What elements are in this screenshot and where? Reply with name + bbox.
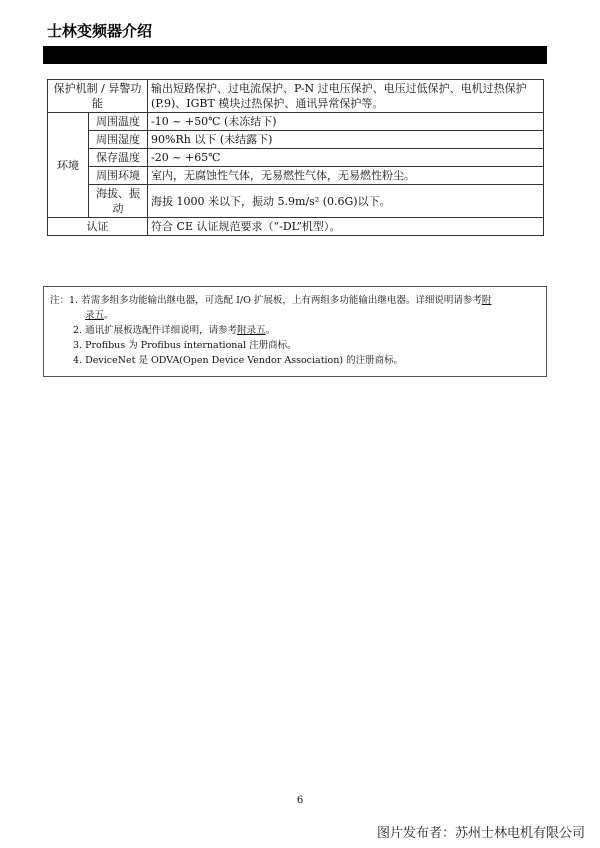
note-number: 3.	[73, 340, 83, 351]
note-number: 4.	[73, 355, 83, 366]
note-end: 。	[265, 325, 276, 336]
note-1-cont	[50, 308, 540, 323]
environment-label: 环境	[48, 113, 89, 218]
table-row	[48, 131, 544, 149]
note-text: 通讯扩展板选配件详细说明，请参考	[85, 325, 238, 336]
protection-label: 保护机制 / 异警功能	[48, 80, 148, 113]
notes-box	[43, 286, 547, 377]
note-text: 若需多组多功能输出继电器，可选配 I/O 扩展板，上有两组多功能输出继电器。详细说明请参考	[81, 295, 482, 306]
env-row-value: 室内，无腐蚀性气体，无易燃性气体，无易燃性粉尘。	[148, 167, 544, 185]
header-bar	[43, 46, 547, 64]
table-row	[48, 185, 544, 218]
note-number: 1.	[69, 295, 79, 306]
env-row-label: 周围环境	[89, 167, 148, 185]
notes-prefix: 注：	[50, 295, 70, 306]
table-row	[48, 113, 544, 131]
note-4	[50, 353, 540, 368]
note-number: 2.	[73, 325, 83, 336]
env-row-value: -20 ~ +65℃	[148, 149, 544, 167]
table-row	[48, 149, 544, 167]
note-3	[50, 338, 540, 353]
appendix-link[interactable]: 录五	[85, 310, 105, 321]
appendix-link[interactable]: 附	[481, 295, 492, 306]
publisher-credit: 图片发布者：苏州士林电机有限公司	[376, 826, 585, 841]
spec-table	[47, 79, 544, 236]
appendix-link[interactable]: 附录五	[237, 325, 266, 336]
env-row-value: 90%Rh 以下 (未结露下)	[148, 131, 544, 149]
table-row	[48, 218, 544, 236]
certification-value: 符合 CE 认证规范要求（“-DL”机型）。	[148, 218, 544, 236]
page-number: 6	[296, 795, 304, 806]
table-row	[48, 167, 544, 185]
env-row-label: 周围温度	[89, 113, 148, 131]
env-row-label: 海拔、振动	[89, 185, 148, 218]
env-row-value: 海拔 1000 米以下，振动 5.9m/s² (0.6G)以下。	[148, 185, 544, 218]
table-row	[48, 80, 544, 113]
note-1	[50, 293, 540, 308]
protection-value: 输出短路保护、过电流保护、P-N 过电压保护、电压过低保护、电机过热保护(P.9)、IGBT 模块过热保护、通讯异常保护等。	[148, 80, 544, 113]
note-2	[50, 323, 540, 338]
env-row-value: -10 ~ +50℃ (未冻结下)	[148, 113, 544, 131]
certification-label: 认证	[48, 218, 148, 236]
note-end: 。	[104, 310, 114, 321]
env-row-label: 周围湿度	[89, 131, 148, 149]
env-row-label: 保存温度	[89, 149, 148, 167]
page-title: 士林变频器介绍	[47, 22, 153, 40]
note-text: DeviceNet 是 ODVA(Open Device Vendor Association) 的注册商标。	[85, 355, 404, 366]
note-text: Profibus 为 Profibus international 注册商标。	[85, 340, 297, 351]
